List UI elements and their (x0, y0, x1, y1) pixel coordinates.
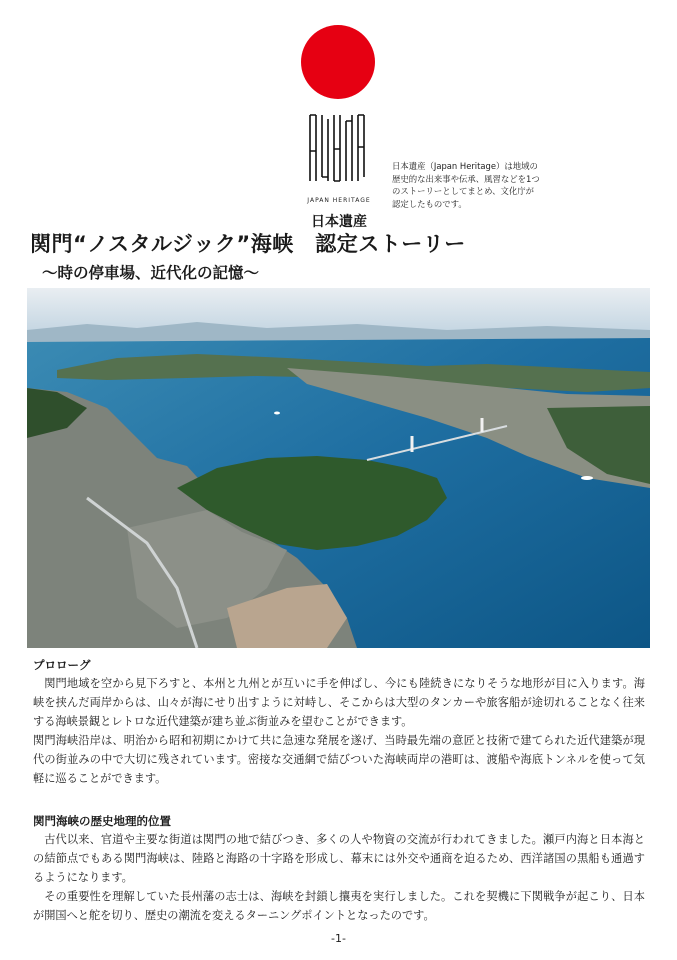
heritage-description: 日本遺産（Japan Heritage）は地域の歴史的な出来事や伝承、風習などを1つのストーリーとしてまとめ、文化庁が認定したものです。 (392, 161, 540, 209)
logo-english-text: JAPAN HERITAGE (307, 197, 371, 204)
japan-heritage-logo (300, 25, 376, 230)
prologue-section (33, 657, 645, 788)
history-section (33, 813, 645, 925)
logo-japanese-text: 日本遺産 (311, 214, 367, 230)
aerial-strait-photo (27, 288, 650, 648)
page-number: -1- (331, 932, 346, 945)
prologue-paragraph-2: 関門海峡沿岸は、明治から昭和初期にかけて共に急速な発展を遂げ、当時最先端の意匠と技術で建てられた近代建築が現代の街並みの中で大切に残されています。密接な交通網で結びついた海峡両岸の港町は、渡船や海底トンネルを使って気軽に巡ることができます。 (33, 734, 645, 785)
page-title: 関門“ノスタルジック”海峡 認定ストーリー (30, 232, 466, 256)
history-heading: 関門海峡の歴史地理的位置 (33, 814, 171, 828)
prologue-paragraph-1: 関門地域を空から見下ろすと、本州と九州とが互いに手を伸ばし、今にも陸続きになりそうな地形が目に入ります。海峡を挟んだ両岸からは、山々が海にせり出すように対峙し、そこからは大型のタンカーや旅客船が途切れることなく往来する海峡景観とレトロな近代建築が建ち並ぶ街並みを望むことができます。 (33, 677, 645, 728)
japan-heritage-vertical-wordmark (304, 111, 374, 189)
page-subtitle: ～時の停車場、近代化の記憶～ (42, 264, 260, 282)
history-paragraph-2: その重要性を理解していた長州藩の志士は、海峡を封鎖し攘夷を実行しました。これを契機に下関戦争が起こり、日本が開国へと舵を切り、歴史の潮流を変えるターニングポイントとなったのです。 (33, 890, 645, 922)
red-sun-emblem (301, 25, 375, 99)
history-paragraph-1: 古代以来、官道や主要な街道は関門の地で結びつき、多くの人や物資の交流が行われてきました。瀬戸内海と日本海との結節点でもある関門海峡は、陸路と海路の十字路を形成し、幕末には外交や通商を迫るため、西洋諸国の黒船も通過するようになります。 (33, 833, 645, 884)
prologue-heading: プロローグ (33, 658, 91, 672)
